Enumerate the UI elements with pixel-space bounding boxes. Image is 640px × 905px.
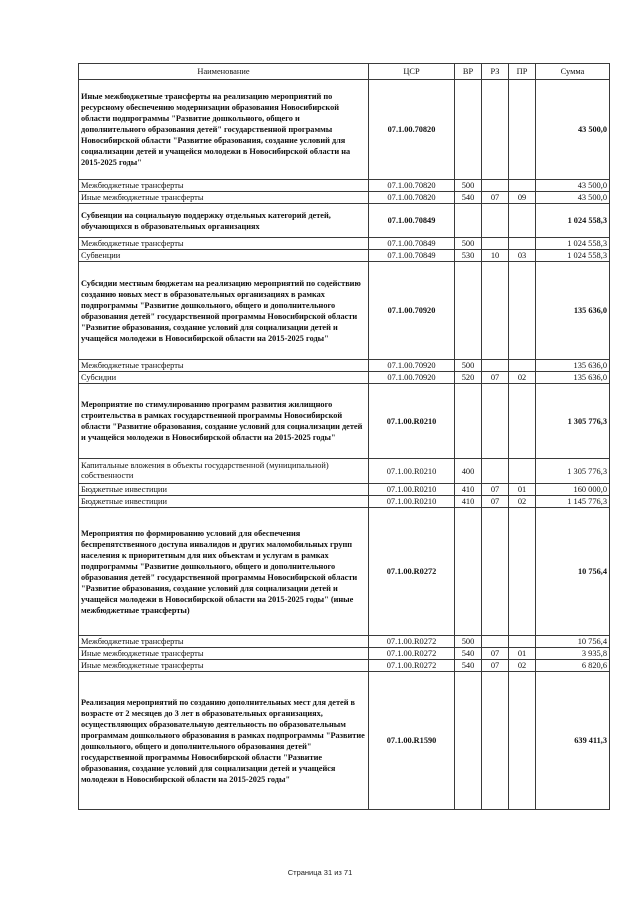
row-pr-cell: 01 (509, 484, 536, 496)
row-pr-cell (509, 459, 536, 484)
row-csr-cell: 07.1.00.R0210 (369, 459, 455, 484)
header-vr: ВР (455, 64, 482, 80)
header-sum: Сумма (536, 64, 610, 80)
row-csr-cell: 07.1.00.R1590 (369, 672, 455, 810)
header-csr: ЦСР (369, 64, 455, 80)
row-csr-cell: 07.1.00.R0210 (369, 384, 455, 459)
row-csr-cell: 07.1.00.R0272 (369, 660, 455, 672)
row-rz-cell: 07 (482, 484, 509, 496)
row-rz-cell (482, 204, 509, 238)
row-name-cell: Иные межбюджетные трансферты (79, 660, 369, 672)
row-vr-cell (455, 672, 482, 810)
row-rz-cell: 07 (482, 496, 509, 508)
table-row (79, 484, 610, 496)
row-vr-cell: 500 (455, 636, 482, 648)
row-rz-cell (482, 262, 509, 360)
row-rz-cell (482, 636, 509, 648)
row-sum-cell: 1 024 558,3 (536, 204, 610, 238)
table-row (79, 648, 610, 660)
row-name-cell: Бюджетные инвестиции (79, 484, 369, 496)
row-rz-cell (482, 384, 509, 459)
row-rz-cell (482, 360, 509, 372)
row-vr-cell (455, 508, 482, 636)
header-rz: РЗ (482, 64, 509, 80)
table-row (79, 636, 610, 648)
row-vr-cell: 520 (455, 372, 482, 384)
row-name-cell: Межбюджетные трансферты (79, 636, 369, 648)
table-row-section (79, 204, 610, 238)
row-pr-cell (509, 508, 536, 636)
row-rz-cell (482, 672, 509, 810)
row-name-cell: Межбюджетные трансферты (79, 238, 369, 250)
row-name-cell: Иные межбюджетные трансферты на реализацию мероприятий по ресурсному обеспечению модернизации образования Новосибирской области подпрограммы "Развитие дошкольного, общего и дополнительного образования детей" государственной программы Новосибирской области "Развитие образования, создание условий для социализации детей и учащейся молодежи в Новосибирской области на 2015-2025 годы" (79, 80, 369, 180)
row-sum-cell: 1 024 558,3 (536, 238, 610, 250)
row-sum-cell: 135 636,0 (536, 372, 610, 384)
table-row (79, 250, 610, 262)
row-sum-cell: 10 756,4 (536, 508, 610, 636)
row-sum-cell: 10 756,4 (536, 636, 610, 648)
row-name-cell: Субсидии местным бюджетам на реализацию мероприятий по содействию созданию новых мест в образовательных организациях в рамках подпрограммы "Развитие дошкольного, общего и дополнительного образования детей" государственной программы Новосибирской области "Развитие образования, создание условий для социализации детей и учащейся молодежи в Новосибирской области на 2015-2025 годы" (79, 262, 369, 360)
row-name-cell: Межбюджетные трансферты (79, 360, 369, 372)
row-csr-cell: 07.1.00.R0210 (369, 496, 455, 508)
table-row (79, 372, 610, 384)
row-vr-cell: 410 (455, 484, 482, 496)
row-vr-cell: 410 (455, 496, 482, 508)
row-pr-cell: 02 (509, 660, 536, 672)
row-csr-cell: 07.1.00.R0272 (369, 648, 455, 660)
row-pr-cell (509, 80, 536, 180)
row-sum-cell: 43 500,0 (536, 80, 610, 180)
table-row (79, 360, 610, 372)
table-row (79, 192, 610, 204)
row-pr-cell (509, 360, 536, 372)
row-vr-cell (455, 262, 482, 360)
row-vr-cell (455, 384, 482, 459)
table-row-section (79, 672, 610, 810)
row-rz-cell (482, 508, 509, 636)
row-name-cell: Иные межбюджетные трансферты (79, 192, 369, 204)
row-csr-cell: 07.1.00.70920 (369, 360, 455, 372)
row-rz-cell (482, 238, 509, 250)
row-pr-cell: 02 (509, 372, 536, 384)
row-csr-cell: 07.1.00.R0272 (369, 636, 455, 648)
row-csr-cell: 07.1.00.70920 (369, 262, 455, 360)
row-csr-cell: 07.1.00.70820 (369, 180, 455, 192)
table-row (79, 459, 610, 484)
row-vr-cell: 540 (455, 192, 482, 204)
row-sum-cell: 1 145 776,3 (536, 496, 610, 508)
row-sum-cell: 3 935,8 (536, 648, 610, 660)
table-header-row (79, 64, 610, 80)
row-name-cell: Мероприятие по стимулированию программ развития жилищного строительства в рамках государственной программы Новосибирской области "Развитие образования, создание условий для социализации детей и учащейся молодежи в Новосибирской области на 2015-2025 годы" (79, 384, 369, 459)
row-vr-cell (455, 80, 482, 180)
row-pr-cell: 09 (509, 192, 536, 204)
row-name-cell: Капитальные вложения в объекты государственной (муниципальной) собственности (79, 459, 369, 484)
row-sum-cell: 135 636,0 (536, 262, 610, 360)
row-sum-cell: 43 500,0 (536, 192, 610, 204)
row-pr-cell (509, 204, 536, 238)
row-sum-cell: 6 820,6 (536, 660, 610, 672)
row-sum-cell: 1 305 776,3 (536, 459, 610, 484)
table-row (79, 238, 610, 250)
row-sum-cell: 160 000,0 (536, 484, 610, 496)
row-pr-cell: 01 (509, 648, 536, 660)
row-pr-cell: 03 (509, 250, 536, 262)
row-csr-cell: 07.1.00.R0210 (369, 484, 455, 496)
table-body (79, 80, 610, 810)
row-csr-cell: 07.1.00.70849 (369, 238, 455, 250)
row-rz-cell: 07 (482, 648, 509, 660)
row-csr-cell: 07.1.00.70820 (369, 192, 455, 204)
row-pr-cell (509, 384, 536, 459)
row-vr-cell: 500 (455, 238, 482, 250)
row-csr-cell: 07.1.00.70849 (369, 204, 455, 238)
row-rz-cell: 07 (482, 192, 509, 204)
row-rz-cell (482, 459, 509, 484)
row-rz-cell: 07 (482, 660, 509, 672)
row-name-cell: Межбюджетные трансферты (79, 180, 369, 192)
header-name: Наименование (79, 64, 369, 80)
row-pr-cell (509, 672, 536, 810)
row-sum-cell: 1 305 776,3 (536, 384, 610, 459)
row-vr-cell: 540 (455, 648, 482, 660)
row-name-cell: Реализация мероприятий по созданию дополнительных мест для детей в возрасте от 2 месяцев до 3 лет в образовательных организациях, осуществляющих образовательную деятельность по образовательным программам дошкольного образования в рамках подпрограммы "Развитие дошкольного, общего и дополнительного образования детей" государственной программы Новосибирской области "Развитие образования, создание условий для социализации детей и учащейся молодежи в Новосибирской области на 2015-2025 годы" (79, 672, 369, 810)
table-row (79, 180, 610, 192)
table-row (79, 496, 610, 508)
row-rz-cell (482, 80, 509, 180)
row-vr-cell: 500 (455, 180, 482, 192)
row-name-cell: Иные межбюджетные трансферты (79, 648, 369, 660)
row-name-cell: Субвенции на социальную поддержку отдельных категорий детей, обучающихся в образовательных организациях (79, 204, 369, 238)
table-row-section (79, 384, 610, 459)
row-pr-cell (509, 238, 536, 250)
row-name-cell: Субвенции (79, 250, 369, 262)
row-vr-cell: 400 (455, 459, 482, 484)
budget-table (78, 63, 610, 810)
row-pr-cell: 02 (509, 496, 536, 508)
row-rz-cell (482, 180, 509, 192)
row-rz-cell: 07 (482, 372, 509, 384)
table-row-section (79, 80, 610, 180)
row-name-cell: Субсидии (79, 372, 369, 384)
page-number: Страница 31 из 71 (287, 868, 353, 877)
row-vr-cell (455, 204, 482, 238)
table-row (79, 660, 610, 672)
row-csr-cell: 07.1.00.R0272 (369, 508, 455, 636)
row-csr-cell: 07.1.00.70849 (369, 250, 455, 262)
row-csr-cell: 07.1.00.70920 (369, 372, 455, 384)
row-rz-cell: 10 (482, 250, 509, 262)
row-vr-cell: 540 (455, 660, 482, 672)
row-vr-cell: 530 (455, 250, 482, 262)
header-pr: ПР (509, 64, 536, 80)
row-sum-cell: 1 024 558,3 (536, 250, 610, 262)
row-pr-cell (509, 262, 536, 360)
row-sum-cell: 135 636,0 (536, 360, 610, 372)
row-sum-cell: 639 411,3 (536, 672, 610, 810)
row-name-cell: Мероприятия по формированию условий для обеспечения беспрепятственного доступа инвалидов и других маломобильных групп населения к приоритетным для них объектам и услугам в рамках подпрограммы "Развитие дошкольного, общего и дополнительного образования детей" государственной программы Новосибирской области "Развитие образования, создание условий для социализации детей и учащейся молодежи в Новосибирской области на 2015-2025 годы" (иные межбюджетные трансферты) (79, 508, 369, 636)
row-csr-cell: 07.1.00.70820 (369, 80, 455, 180)
row-sum-cell: 43 500,0 (536, 180, 610, 192)
table-row-section (79, 508, 610, 636)
row-pr-cell (509, 636, 536, 648)
table-row-section (79, 262, 610, 360)
row-vr-cell: 500 (455, 360, 482, 372)
row-pr-cell (509, 180, 536, 192)
row-name-cell: Бюджетные инвестиции (79, 496, 369, 508)
